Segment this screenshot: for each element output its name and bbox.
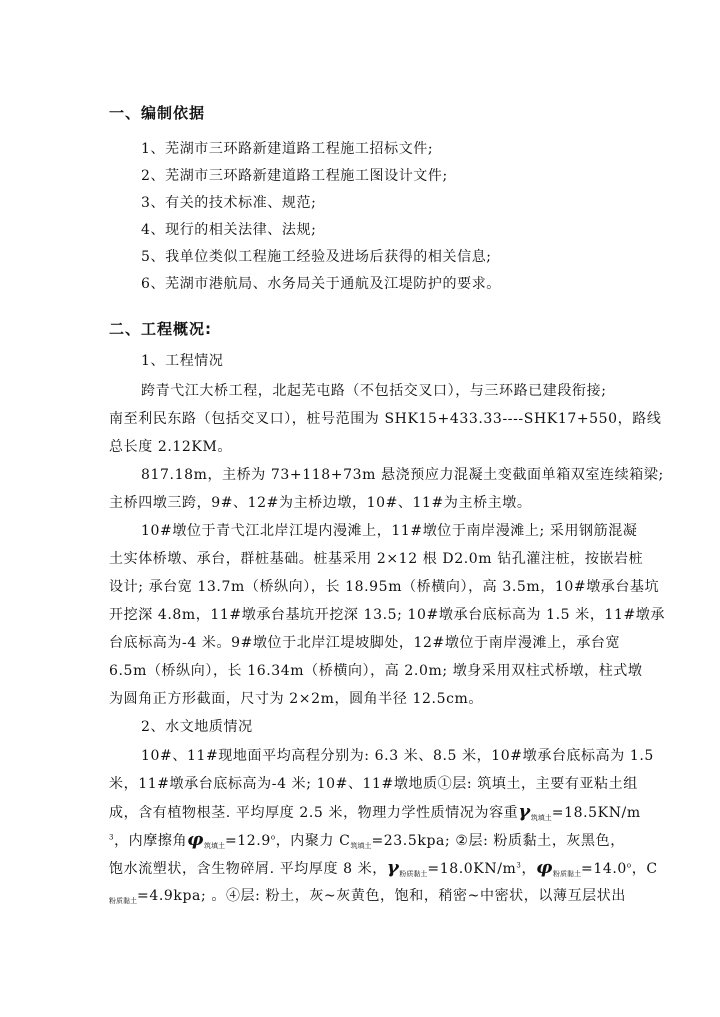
- paragraph-line: [109, 829, 625, 851]
- section-heading-basis: 一、编制依据: [109, 104, 206, 122]
- text-run: ，内聚力 C: [275, 833, 351, 849]
- superscript: o: [270, 833, 276, 842]
- paragraph-line: 米，11#墩承台底标高为-4 米; 10#、11#墩地质①层: 筑填土，主要有亚粘土组: [109, 776, 638, 792]
- paragraph-line: 台底标高为-4 米。9#墩位于北岸江堤坡脚处，12#墩位于南岸漫滩上，承台宽: [109, 635, 621, 651]
- paragraph-line: 为圆角正方形截面，尺寸为 2×2m，圆角半径 12.5cm。: [109, 691, 484, 707]
- paragraph-line: 6.5m（桥纵向），长 16.34m（桥横向），高 2.0m; 墩身采用双柱式桥墩，柱式墩: [109, 663, 643, 679]
- basis-item-6: 6、芜湖市港航局、水务局关于通航及江堤防护的要求。: [141, 276, 501, 292]
- paragraph-line: 10#墩位于青弋江北岸江堤内漫滩上，11#墩位于南岸漫滩上; 采用钢筋混凝: [141, 523, 638, 539]
- text-run: ，: [521, 861, 537, 877]
- paragraph-line: 总长度 2.12KM。: [109, 439, 233, 455]
- subscript: 粉质黏土: [552, 870, 581, 878]
- section-heading-overview: 二、工程概况:: [109, 320, 212, 338]
- basis-item-2: 2、芜湖市三环路新建道路工程施工图设计文件;: [141, 168, 448, 184]
- paragraph-line: 设计; 承台宽 13.7m（桥纵向），长 18.95m（桥横向），高 3.5m，10#墩承台基坑: [109, 579, 660, 595]
- subheading-project: 1、工程情况: [141, 353, 224, 369]
- text-run: =14.0: [580, 861, 627, 877]
- superscript: 3: [109, 833, 115, 842]
- paragraph-line: 南至利民东路（包括交叉口），桩号范围为 SHK15+433.33----SHK17+550，路线: [109, 411, 662, 427]
- paragraph-line: 10#、11#现地面平均高程分别为: 6.3 米、8.5 米，10#墩承台底标高为 1.5: [141, 748, 654, 764]
- phi-symbol: φ: [187, 829, 204, 850]
- text-run: =18.0KN/m: [427, 861, 517, 877]
- subscript: 粉质黏土: [399, 870, 428, 878]
- subscript: 筑填土: [203, 842, 225, 850]
- gamma-symbol: γ: [518, 801, 531, 822]
- text-run: ，C: [631, 861, 658, 877]
- paragraph-line: 土实体桥墩、承台，群桩基础。桩基采用 2×12 根 D2.0m 钻孔灌注桩，按嵌岩桩: [109, 551, 644, 567]
- basis-item-4: 4、现行的相关法律、法规;: [141, 222, 317, 238]
- basis-item-5: 5、我单位类似工程施工经验及进场后获得的相关信息;: [141, 249, 492, 265]
- phi-symbol: φ: [536, 857, 553, 878]
- paragraph-line: [109, 857, 658, 879]
- basis-item-3: 3、有关的技术标准、规范;: [141, 195, 317, 211]
- text-run: 成，含有植物根茎. 平均厚度 2.5 米，物理力学性质情况为容重: [109, 805, 519, 821]
- text-run: =23.5kpa; ②层: 粉质黏土，灰黑色，: [371, 833, 625, 849]
- subheading-hydrogeology: 2、水文地质情况: [141, 719, 253, 735]
- paragraph-line: [109, 801, 641, 823]
- gamma-symbol: γ: [386, 857, 400, 878]
- superscript: 3: [516, 861, 522, 870]
- paragraph-line: 主桥四墩三跨，9#、12#为主桥边墩，10#、11#为主桥主墩。: [109, 495, 532, 511]
- basis-item-1: 1、芜湖市三环路新建道路工程施工招标文件;: [141, 141, 434, 157]
- text-run: =4.9kpa; 。④层: 粉土，灰~灰黄色，饱和，稍密~中密状，以薄互层状出: [137, 888, 626, 904]
- paragraph-line: 跨青弋江大桥工程，北起芜屯路（不包括交叉口），与三环路已建段衔接;: [141, 383, 607, 399]
- text-run: ，内摩擦角: [114, 833, 188, 849]
- text-run: =12.9: [224, 833, 271, 849]
- superscript: o: [626, 861, 632, 870]
- paragraph-line: 开挖深 4.8m，11#墩承台基坑开挖深 13.5; 10#墩承台底标高为 1.5 米，11#墩承: [109, 607, 665, 623]
- subscript: 筑填土: [530, 814, 552, 822]
- text-run: =18.5KN/m: [551, 805, 641, 821]
- paragraph-line: 817.18m，主桥为 73+118+73m 悬浇预应力混凝土变截面单箱双室连续箱梁;: [141, 467, 664, 483]
- text-run: 饱水流塑状，含生物碎屑. 平均厚度 8 米，: [109, 861, 387, 877]
- subscript: 筑填土: [350, 842, 372, 850]
- subscript: 粉质黏土: [109, 897, 137, 905]
- paragraph-line: [109, 885, 626, 906]
